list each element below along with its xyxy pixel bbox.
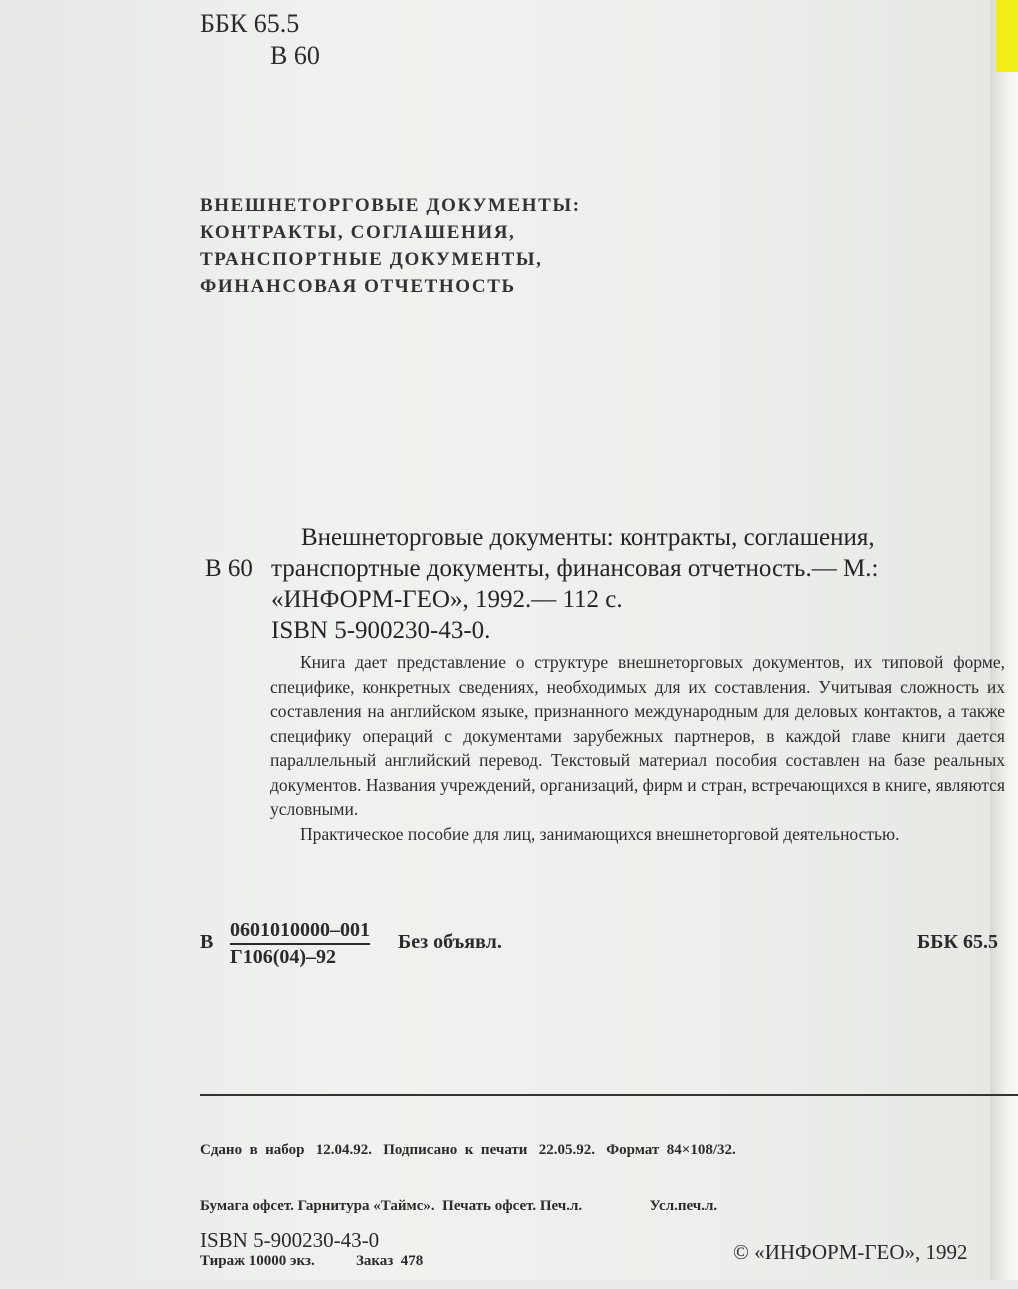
imprint-divider bbox=[200, 1094, 1018, 1096]
page-edge bbox=[990, 0, 1018, 1280]
classification-fraction bbox=[230, 918, 370, 969]
bib-isbn: ISBN 5-900230-43-0. bbox=[271, 617, 491, 644]
bib-line: «ИНФОРМ-ГЕО», 1992.— 112 с. bbox=[271, 586, 623, 613]
no-announcement-note: Без объявл. bbox=[398, 931, 502, 953]
bbk-code-top bbox=[200, 8, 320, 72]
fraction-numerator: 0601010000–001 bbox=[230, 918, 370, 945]
imprint-line: Сдано в набор 12.04.92. Подписано к печати 22.05.92. Формат 84×108/32. bbox=[200, 1142, 736, 1158]
title-line: ТРАНСПОРТНЫЕ ДОКУМЕНТЫ, bbox=[200, 249, 543, 270]
abstract bbox=[270, 650, 1005, 846]
isbn-footer: ISBN 5-900230-43-0 bbox=[200, 1228, 380, 1252]
title-line: ФИНАНСОВАЯ ОТЧЕТНОСТЬ bbox=[200, 276, 516, 297]
book-title bbox=[200, 192, 581, 300]
bib-line-coded bbox=[205, 553, 878, 584]
abstract-paragraph: Практическое пособие для лиц, занимающихся внешнеторговой деятельностью. bbox=[300, 823, 900, 844]
title-line: КОНТРАКТЫ, СОГЛАШЕНИЯ, bbox=[200, 222, 516, 243]
bbk-code: ББК 65.5 bbox=[200, 9, 300, 38]
title-line: ВНЕШНЕТОРГОВЫЕ ДОКУМЕНТЫ: bbox=[200, 195, 581, 216]
classification-letter: В bbox=[200, 931, 214, 953]
bib-line: Внешнеторговые документы: контракты, соглашения, bbox=[301, 524, 875, 551]
imprint-block bbox=[200, 1104, 736, 1289]
imprint-line: Бумага офсет. Гарнитура «Таймс». Печать офсет. Печ.л. Усл.печ.л. bbox=[200, 1197, 718, 1214]
bbk-code-bottom: ББК 65.5 bbox=[917, 931, 998, 953]
bib-code: В 60 bbox=[205, 555, 253, 582]
abstract-paragraph: Книга дает представление о структуре внешнеторговых документов, их типовой форме, специфике, конкретных сведениях, необходимых для их составления. Учитывая сложность их составления на английском языке, признанного международным для деловых контактов, а также специфику операций с документами зарубежных партнеров, в каждой главе книги дается параллельный английский перевод. Текстовый материал пособия составлен на базе реальных документов. Названия учреждений, организаций, фирм и стран, встречающихся в книге, являются условными. bbox=[270, 652, 1005, 819]
bibliographic-record bbox=[205, 522, 878, 646]
yellow-tab bbox=[996, 0, 1018, 72]
author-code: В 60 bbox=[270, 41, 320, 70]
bib-line: транспортные документы, финансовая отчетность.— М.: bbox=[271, 555, 879, 582]
fraction-denominator: Г106(04)–92 bbox=[230, 946, 337, 968]
copyright-notice: © «ИНФОРМ-ГЕО», 1992 bbox=[733, 1240, 968, 1264]
imprint-line: Тираж 10000 экз. Заказ 478 bbox=[200, 1253, 424, 1269]
